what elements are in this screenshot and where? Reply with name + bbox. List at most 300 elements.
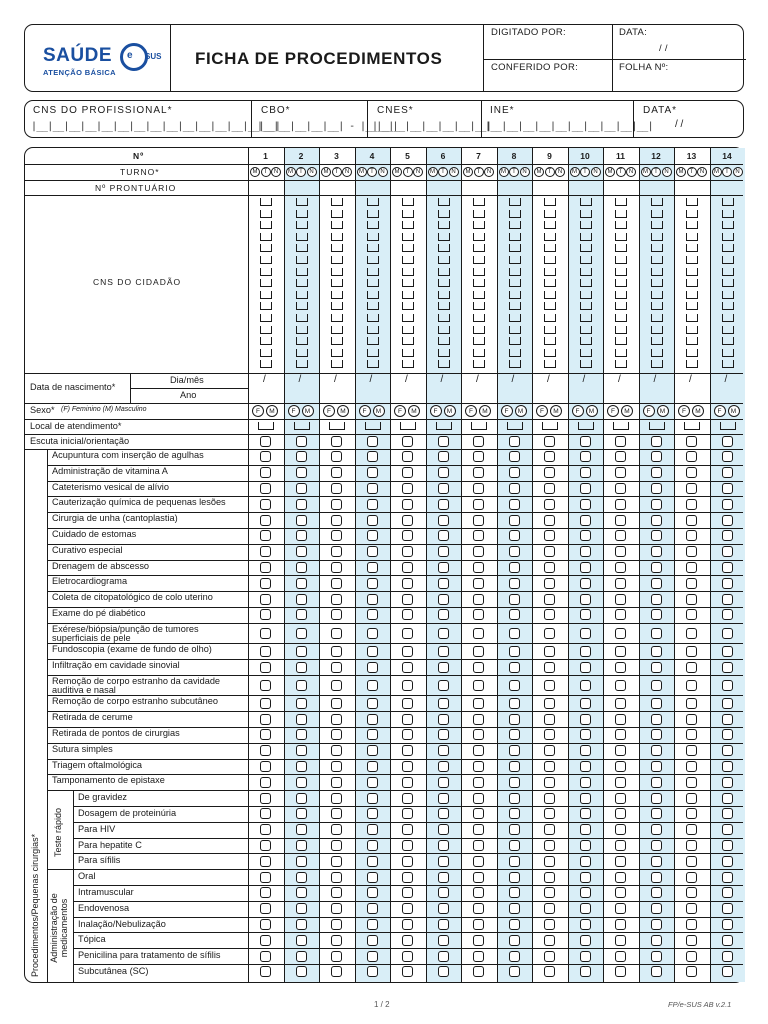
cns-digit-box[interactable]: [367, 233, 379, 241]
checkbox[interactable]: [580, 887, 591, 898]
checkbox[interactable]: [473, 609, 484, 620]
cns-digit-box[interactable]: [260, 198, 272, 206]
checkbox[interactable]: [509, 646, 520, 657]
checkbox[interactable]: [722, 662, 733, 673]
cns-digit-box[interactable]: [580, 337, 592, 345]
sexo-option-0[interactable]: F: [572, 405, 584, 417]
turno-option-2[interactable]: N: [591, 167, 601, 177]
checkbox[interactable]: [260, 887, 271, 898]
sexo-option-1[interactable]: M: [621, 405, 633, 417]
checkbox[interactable]: [509, 793, 520, 804]
cns-digit-box[interactable]: [580, 360, 592, 368]
cns-digit-box[interactable]: [686, 256, 698, 264]
cns-digit-box[interactable]: [367, 256, 379, 264]
turno-option-1[interactable]: T: [722, 167, 732, 177]
checkbox[interactable]: [580, 729, 591, 740]
checkbox[interactable]: [438, 646, 449, 657]
cns-digit-box[interactable]: [260, 268, 272, 276]
checkbox[interactable]: [580, 966, 591, 977]
cns-digit-box[interactable]: [367, 314, 379, 322]
checkbox[interactable]: [473, 562, 484, 573]
checkbox[interactable]: [367, 793, 378, 804]
cns-digit-box[interactable]: [544, 349, 556, 357]
sexo-option-0[interactable]: F: [430, 405, 442, 417]
cns-digit-box[interactable]: [331, 210, 343, 218]
checkbox[interactable]: [296, 824, 307, 835]
checkbox[interactable]: [296, 467, 307, 478]
checkbox[interactable]: [722, 562, 733, 573]
cns-digit-box[interactable]: [509, 314, 521, 322]
cns-digit-box[interactable]: [686, 210, 698, 218]
checkbox[interactable]: [722, 840, 733, 851]
cns-digit-box[interactable]: [296, 244, 308, 252]
checkbox[interactable]: [260, 777, 271, 788]
checkbox[interactable]: [615, 515, 626, 526]
checkbox[interactable]: [260, 935, 271, 946]
checkbox[interactable]: [331, 745, 342, 756]
cns-digit-box[interactable]: [722, 268, 734, 276]
cns-digit-box[interactable]: [438, 233, 450, 241]
checkbox[interactable]: [544, 966, 555, 977]
checkbox[interactable]: [651, 793, 662, 804]
cns-digit-box[interactable]: [473, 337, 485, 345]
cns-digit-box[interactable]: [260, 233, 272, 241]
sexo-option-1[interactable]: M: [337, 405, 349, 417]
checkbox[interactable]: [651, 840, 662, 851]
checkbox[interactable]: [722, 793, 733, 804]
checkbox[interactable]: [580, 761, 591, 772]
checkbox[interactable]: [296, 546, 307, 557]
cns-digit-box[interactable]: [438, 221, 450, 229]
cns-digit-box[interactable]: [544, 244, 556, 252]
checkbox[interactable]: [651, 966, 662, 977]
sexo-option-1[interactable]: M: [657, 405, 669, 417]
checkbox[interactable]: [367, 824, 378, 835]
cns-digit-box[interactable]: [402, 198, 414, 206]
checkbox[interactable]: [331, 680, 342, 691]
cns-digit-box[interactable]: [580, 268, 592, 276]
checkbox[interactable]: [367, 515, 378, 526]
checkbox[interactable]: [438, 793, 449, 804]
checkbox[interactable]: [722, 594, 733, 605]
checkbox[interactable]: [367, 951, 378, 962]
checkbox[interactable]: [331, 729, 342, 740]
checkbox[interactable]: [686, 499, 697, 510]
checkbox[interactable]: [580, 628, 591, 639]
checkbox[interactable]: [544, 887, 555, 898]
checkbox[interactable]: [544, 499, 555, 510]
checkbox[interactable]: [473, 515, 484, 526]
checkbox[interactable]: [367, 777, 378, 788]
cns-digit-box[interactable]: [509, 221, 521, 229]
checkbox[interactable]: [260, 761, 271, 772]
checkbox[interactable]: [296, 903, 307, 914]
turno-option-1[interactable]: T: [651, 167, 661, 177]
checkbox[interactable]: [402, 515, 413, 526]
cns-digit-box[interactable]: [367, 221, 379, 229]
checkbox[interactable]: [438, 919, 449, 930]
checkbox[interactable]: [438, 594, 449, 605]
checkbox[interactable]: [260, 951, 271, 962]
cns-digit-box[interactable]: [544, 233, 556, 241]
checkbox[interactable]: [544, 808, 555, 819]
cns-digit-box[interactable]: [686, 314, 698, 322]
cns-digit-box[interactable]: [402, 314, 414, 322]
cns-digit-box[interactable]: [651, 360, 663, 368]
checkbox[interactable]: [367, 483, 378, 494]
cns-digit-box[interactable]: [473, 233, 485, 241]
checkbox[interactable]: [580, 499, 591, 510]
checkbox[interactable]: [509, 872, 520, 883]
checkbox[interactable]: [260, 562, 271, 573]
cns-digit-box[interactable]: [615, 326, 627, 334]
checkbox[interactable]: [367, 808, 378, 819]
checkbox[interactable]: [615, 887, 626, 898]
checkbox[interactable]: [651, 698, 662, 709]
cns-digit-box[interactable]: [473, 256, 485, 264]
checkbox[interactable]: [402, 467, 413, 478]
checkbox[interactable]: [509, 499, 520, 510]
cns-digit-box[interactable]: [473, 291, 485, 299]
checkbox[interactable]: [651, 578, 662, 589]
checkbox[interactable]: [544, 578, 555, 589]
checkbox[interactable]: [615, 872, 626, 883]
checkbox[interactable]: [580, 609, 591, 620]
checkbox[interactable]: [473, 745, 484, 756]
checkbox[interactable]: [260, 840, 271, 851]
turno-option-2[interactable]: N: [449, 167, 459, 177]
checkbox[interactable]: [473, 808, 484, 819]
cns-digit-box[interactable]: [296, 279, 308, 287]
cns-digit-box[interactable]: [473, 326, 485, 334]
checkbox[interactable]: [260, 698, 271, 709]
sexo-option-1[interactable]: M: [515, 405, 527, 417]
turno-option-0[interactable]: M: [250, 167, 260, 177]
checkbox[interactable]: [473, 451, 484, 462]
cns-digit-box[interactable]: [615, 302, 627, 310]
cns-digit-box[interactable]: [402, 326, 414, 334]
cns-digit-box[interactable]: [367, 198, 379, 206]
cns-digit-box[interactable]: [402, 221, 414, 229]
checkbox[interactable]: [509, 919, 520, 930]
checkbox[interactable]: [438, 578, 449, 589]
cns-digit-box[interactable]: [331, 291, 343, 299]
cns-digit-box[interactable]: [686, 244, 698, 252]
checkbox[interactable]: [615, 729, 626, 740]
cns-digit-box[interactable]: [651, 349, 663, 357]
checkbox[interactable]: [615, 824, 626, 835]
data-field[interactable]: / /: [675, 119, 684, 130]
checkbox[interactable]: [686, 745, 697, 756]
checkbox[interactable]: [296, 483, 307, 494]
turno-option-1[interactable]: T: [509, 167, 519, 177]
checkbox[interactable]: [509, 483, 520, 494]
checkbox[interactable]: [509, 546, 520, 557]
turno-option-1[interactable]: T: [616, 167, 626, 177]
cns-digit-box[interactable]: [367, 337, 379, 345]
cns-digit-box[interactable]: [580, 326, 592, 334]
checkbox[interactable]: [651, 483, 662, 494]
checkbox[interactable]: [509, 436, 520, 447]
checkbox[interactable]: [473, 872, 484, 883]
checkbox[interactable]: [260, 515, 271, 526]
cbo-field[interactable]: |__|__|__|__|__| - |__|__|: [257, 121, 398, 132]
checkbox[interactable]: [402, 887, 413, 898]
checkbox[interactable]: [686, 935, 697, 946]
checkbox[interactable]: [331, 594, 342, 605]
checkbox[interactable]: [331, 483, 342, 494]
cns-digit-box[interactable]: [651, 337, 663, 345]
local-atendimento-field[interactable]: [649, 422, 665, 430]
turno-option-1[interactable]: T: [332, 167, 342, 177]
checkbox[interactable]: [367, 840, 378, 851]
checkbox[interactable]: [686, 609, 697, 620]
checkbox[interactable]: [296, 628, 307, 639]
cns-digit-box[interactable]: [367, 291, 379, 299]
local-atendimento-field[interactable]: [471, 422, 487, 430]
turno-option-1[interactable]: T: [580, 167, 590, 177]
checkbox[interactable]: [722, 872, 733, 883]
checkbox[interactable]: [651, 628, 662, 639]
checkbox[interactable]: [367, 680, 378, 691]
checkbox[interactable]: [367, 698, 378, 709]
checkbox[interactable]: [438, 761, 449, 772]
checkbox[interactable]: [544, 680, 555, 691]
checkbox[interactable]: [367, 646, 378, 657]
checkbox[interactable]: [615, 467, 626, 478]
cnes-field[interactable]: |__|__|__|__|__|__|__|: [372, 121, 492, 132]
checkbox[interactable]: [296, 499, 307, 510]
dia-mes-field[interactable]: /: [334, 374, 337, 385]
checkbox[interactable]: [260, 966, 271, 977]
checkbox[interactable]: [296, 951, 307, 962]
checkbox[interactable]: [473, 966, 484, 977]
dia-mes-field[interactable]: /: [405, 374, 408, 385]
checkbox[interactable]: [473, 662, 484, 673]
cns-digit-box[interactable]: [402, 279, 414, 287]
checkbox[interactable]: [509, 808, 520, 819]
checkbox[interactable]: [580, 530, 591, 541]
checkbox[interactable]: [580, 903, 591, 914]
cns-digit-box[interactable]: [615, 314, 627, 322]
dia-mes-field[interactable]: /: [618, 374, 621, 385]
checkbox[interactable]: [615, 562, 626, 573]
cns-digit-box[interactable]: [615, 244, 627, 252]
checkbox[interactable]: [260, 872, 271, 883]
cns-digit-box[interactable]: [331, 349, 343, 357]
sexo-option-0[interactable]: F: [323, 405, 335, 417]
local-atendimento-field[interactable]: [507, 422, 523, 430]
checkbox[interactable]: [722, 745, 733, 756]
cns-digit-box[interactable]: [651, 291, 663, 299]
checkbox[interactable]: [438, 562, 449, 573]
checkbox[interactable]: [473, 935, 484, 946]
checkbox[interactable]: [331, 609, 342, 620]
cns-digit-box[interactable]: [580, 314, 592, 322]
checkbox[interactable]: [331, 919, 342, 930]
cns-digit-box[interactable]: [686, 233, 698, 241]
cns-digit-box[interactable]: [438, 314, 450, 322]
checkbox[interactable]: [544, 594, 555, 605]
checkbox[interactable]: [580, 515, 591, 526]
cns-digit-box[interactable]: [296, 256, 308, 264]
sexo-option-0[interactable]: F: [536, 405, 548, 417]
checkbox[interactable]: [402, 662, 413, 673]
checkbox[interactable]: [686, 698, 697, 709]
checkbox[interactable]: [580, 824, 591, 835]
cns-digit-box[interactable]: [580, 279, 592, 287]
cns-digit-box[interactable]: [331, 256, 343, 264]
checkbox[interactable]: [686, 436, 697, 447]
checkbox[interactable]: [296, 436, 307, 447]
checkbox[interactable]: [402, 436, 413, 447]
checkbox[interactable]: [367, 662, 378, 673]
checkbox[interactable]: [615, 808, 626, 819]
checkbox[interactable]: [473, 824, 484, 835]
checkbox[interactable]: [331, 808, 342, 819]
checkbox[interactable]: [580, 546, 591, 557]
local-atendimento-field[interactable]: [613, 422, 629, 430]
cns-digit-box[interactable]: [509, 326, 521, 334]
checkbox[interactable]: [367, 729, 378, 740]
dia-mes-field[interactable]: /: [689, 374, 692, 385]
cns-digit-box[interactable]: [544, 256, 556, 264]
checkbox[interactable]: [331, 872, 342, 883]
cns-digit-box[interactable]: [331, 314, 343, 322]
conferido-por-field[interactable]: CONFERIDO POR:: [491, 62, 579, 73]
cns-digit-box[interactable]: [722, 279, 734, 287]
cns-digit-box[interactable]: [260, 210, 272, 218]
checkbox[interactable]: [402, 546, 413, 557]
checkbox[interactable]: [722, 436, 733, 447]
checkbox[interactable]: [260, 499, 271, 510]
checkbox[interactable]: [331, 515, 342, 526]
cns-digit-box[interactable]: [580, 198, 592, 206]
cns-digit-box[interactable]: [615, 233, 627, 241]
checkbox[interactable]: [402, 793, 413, 804]
cns-digit-box[interactable]: [296, 233, 308, 241]
checkbox[interactable]: [331, 903, 342, 914]
turno-option-1[interactable]: T: [687, 167, 697, 177]
cns-digit-box[interactable]: [331, 244, 343, 252]
cns-digit-box[interactable]: [331, 198, 343, 206]
checkbox[interactable]: [580, 680, 591, 691]
cns-digit-box[interactable]: [331, 279, 343, 287]
cns-digit-box[interactable]: [722, 360, 734, 368]
cns-digit-box[interactable]: [651, 302, 663, 310]
checkbox[interactable]: [402, 872, 413, 883]
cns-digit-box[interactable]: [686, 360, 698, 368]
checkbox[interactable]: [580, 808, 591, 819]
checkbox[interactable]: [651, 609, 662, 620]
dia-mes-field[interactable]: /: [476, 374, 479, 385]
cns-digit-box[interactable]: [260, 314, 272, 322]
checkbox[interactable]: [296, 856, 307, 867]
cns-digit-box[interactable]: [544, 326, 556, 334]
checkbox[interactable]: [615, 698, 626, 709]
cns-digit-box[interactable]: [722, 244, 734, 252]
checkbox[interactable]: [260, 729, 271, 740]
checkbox[interactable]: [331, 793, 342, 804]
checkbox[interactable]: [402, 609, 413, 620]
cns-digit-box[interactable]: [686, 326, 698, 334]
checkbox[interactable]: [331, 499, 342, 510]
cns-digit-box[interactable]: [260, 349, 272, 357]
cns-digit-box[interactable]: [296, 210, 308, 218]
checkbox[interactable]: [544, 609, 555, 620]
checkbox[interactable]: [260, 451, 271, 462]
checkbox[interactable]: [473, 729, 484, 740]
checkbox[interactable]: [615, 966, 626, 977]
checkbox[interactable]: [686, 467, 697, 478]
checkbox[interactable]: [438, 515, 449, 526]
cns-profissional-field[interactable]: |__|__|__|__|__|__|__|__|__|__|__|__|__|__|__|: [31, 121, 281, 132]
cns-digit-box[interactable]: [615, 256, 627, 264]
cns-digit-box[interactable]: [296, 198, 308, 206]
checkbox[interactable]: [367, 562, 378, 573]
turno-option-2[interactable]: N: [484, 167, 494, 177]
checkbox[interactable]: [544, 793, 555, 804]
checkbox[interactable]: [331, 562, 342, 573]
checkbox[interactable]: [686, 840, 697, 851]
checkbox[interactable]: [402, 646, 413, 657]
dia-mes-field[interactable]: /: [263, 374, 266, 385]
checkbox[interactable]: [580, 467, 591, 478]
checkbox[interactable]: [651, 887, 662, 898]
checkbox[interactable]: [580, 745, 591, 756]
checkbox[interactable]: [296, 761, 307, 772]
cns-digit-box[interactable]: [509, 233, 521, 241]
checkbox[interactable]: [686, 628, 697, 639]
cns-digit-box[interactable]: [438, 360, 450, 368]
cns-digit-box[interactable]: [473, 279, 485, 287]
cns-digit-box[interactable]: [722, 198, 734, 206]
checkbox[interactable]: [580, 951, 591, 962]
checkbox[interactable]: [402, 919, 413, 930]
turno-option-0[interactable]: M: [676, 167, 686, 177]
cns-digit-box[interactable]: [544, 198, 556, 206]
checkbox[interactable]: [544, 729, 555, 740]
local-atendimento-field[interactable]: [258, 422, 274, 430]
checkbox[interactable]: [473, 594, 484, 605]
checkbox[interactable]: [651, 951, 662, 962]
cns-digit-box[interactable]: [367, 244, 379, 252]
checkbox[interactable]: [438, 729, 449, 740]
checkbox[interactable]: [296, 662, 307, 673]
checkbox[interactable]: [686, 951, 697, 962]
sexo-option-1[interactable]: M: [266, 405, 278, 417]
checkbox[interactable]: [509, 745, 520, 756]
checkbox[interactable]: [580, 840, 591, 851]
checkbox[interactable]: [473, 646, 484, 657]
checkbox[interactable]: [509, 578, 520, 589]
checkbox[interactable]: [651, 745, 662, 756]
cns-digit-box[interactable]: [509, 349, 521, 357]
checkbox[interactable]: [615, 903, 626, 914]
cns-digit-box[interactable]: [544, 279, 556, 287]
checkbox[interactable]: [509, 951, 520, 962]
checkbox[interactable]: [580, 777, 591, 788]
checkbox[interactable]: [615, 594, 626, 605]
checkbox[interactable]: [686, 808, 697, 819]
turno-option-0[interactable]: M: [712, 167, 722, 177]
checkbox[interactable]: [686, 578, 697, 589]
cns-digit-box[interactable]: [331, 337, 343, 345]
cns-digit-box[interactable]: [580, 221, 592, 229]
checkbox[interactable]: [722, 951, 733, 962]
checkbox[interactable]: [296, 609, 307, 620]
checkbox[interactable]: [331, 578, 342, 589]
